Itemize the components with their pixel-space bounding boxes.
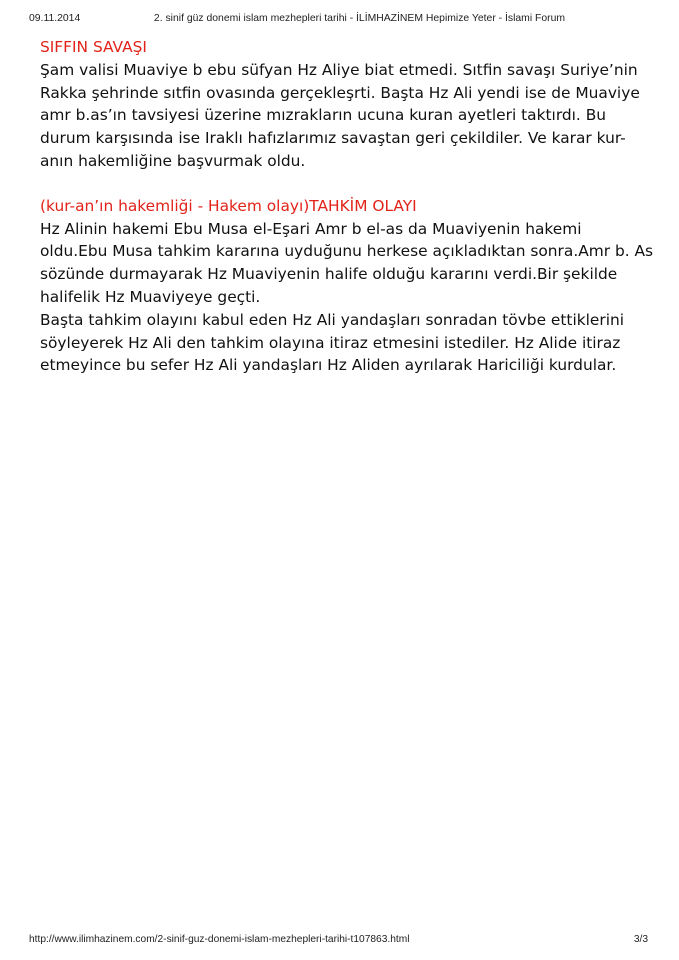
print-title: 2. sinif güz donemi islam mezhepleri tarihi - İLİMHAZİNEM Hepimize Yeter - İslami Forum <box>153 13 566 24</box>
section-tahkim <box>40 195 654 377</box>
print-date: 09.11.2014 <box>29 13 81 24</box>
page-url: http://www.ilimhazinem.com/2-sinif-guz-donemi-islam-mezhepleri-tarihi-t107863.html <box>29 934 410 945</box>
paragraph-line: sözünde durmayarak Hz Muaviyenin halife olduğu kararını verdi.Bir şekilde <box>40 265 618 284</box>
paragraph-line: amr b.as’ın tavsiyesi üzerine mızrakların ucuna kuran ayetleri taktırdı. Bu <box>40 106 607 125</box>
paragraph-line: halifelik Hz Muaviyeye geçti. <box>40 287 261 306</box>
paragraph-line: söyleyerek Hz Ali den tahkim olayına itiraz etmesini istediler. Hz Alide itiraz <box>40 333 621 352</box>
section-siffin <box>40 36 650 173</box>
paragraph-line: oldu.Ebu Musa tahkim kararına uyduğunu herkese açıkladıktan sonra.Amr b. As <box>40 242 654 261</box>
section-heading: SIFFIN SAVAŞI <box>40 38 147 56</box>
section-heading: (kur-an’ın hakemliği - Hakem olayı)TAHKİM OLAYI <box>40 196 417 215</box>
section-paragraph <box>40 218 654 378</box>
article-content <box>40 36 654 399</box>
paragraph-line: etmeyince bu sefer Hz Ali yandaşları Hz Aliden ayrılarak Hariciliği kurdular. <box>40 356 617 375</box>
paragraph-line: Şam valisi Muaviye b ebu süfyan Hz Aliye biat etmedi. Sıtfin savaşı Suriye’nin <box>40 60 638 79</box>
paragraph-line: Başta tahkim olayını kabul eden Hz Ali yandaşları sonradan tövbe ettiklerini <box>40 310 625 329</box>
paragraph-line: Rakka şehrinde sıtfin ovasında gerçekleşrti. Başta Hz Ali yendi ise de Muaviye <box>40 83 640 102</box>
paragraph-line: anın hakemliğine başvurmak oldu. <box>40 151 306 170</box>
paragraph-line: durum karşısında ise Iraklı hafızlarımız savaştan geri çekildiler. Ve karar kur- <box>40 129 626 148</box>
print-footer <box>0 934 679 948</box>
section-paragraph <box>40 59 650 173</box>
page-number: 3/3 <box>633 934 648 945</box>
print-header <box>0 13 679 27</box>
paragraph-line: Hz Alinin hakemi Ebu Musa el-Eşari Amr b el-as da Muaviyenin hakemi <box>40 219 582 238</box>
